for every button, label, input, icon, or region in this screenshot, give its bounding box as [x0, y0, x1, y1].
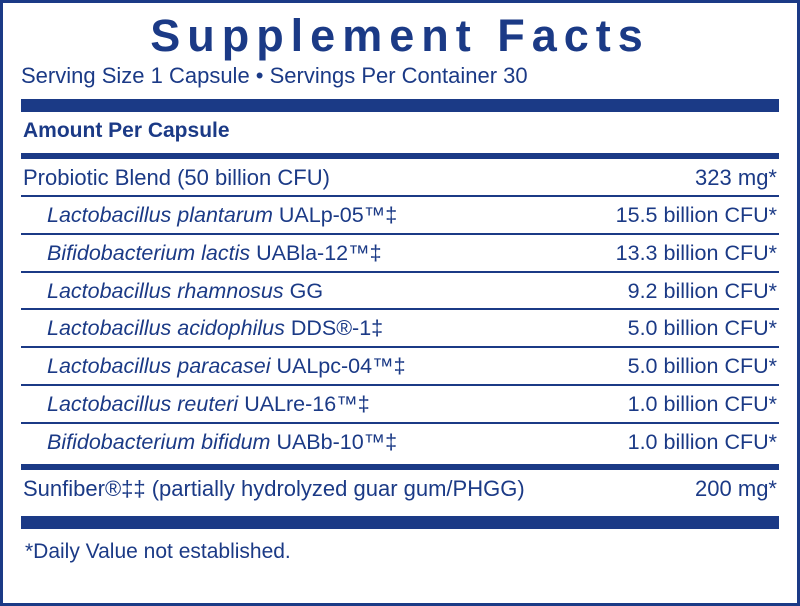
- strain-species: Lactobacillus paracasei: [47, 354, 271, 379]
- table-row: [21, 310, 779, 346]
- nutrient-name: [23, 392, 370, 417]
- nutrient-amount: 5.0 billion CFU*: [627, 316, 777, 341]
- strain-code: UALre-16™‡: [238, 391, 370, 416]
- nutrient-row-sunfiber: [21, 470, 779, 506]
- nutrient-amount: 200 mg*: [695, 476, 777, 502]
- nutrient-amount: 15.5 billion CFU*: [615, 203, 777, 228]
- strain-code: UABb-10™‡: [270, 429, 398, 454]
- page-title: Supplement Facts: [150, 10, 650, 61]
- table-row: [21, 386, 779, 422]
- strain-species: Bifidobacterium lactis: [47, 240, 251, 265]
- strain-species: Lactobacillus rhamnosus: [47, 278, 284, 303]
- table-row: [21, 197, 779, 233]
- amount-per-serving-header: Amount Per Capsule: [23, 118, 230, 142]
- nutrient-name: Sunfiber®‡‡ (partially hydrolyzed guar gum/PHGG): [23, 476, 525, 502]
- divider-thick-top: [21, 99, 779, 112]
- nutrient-name: [23, 316, 383, 341]
- strain-species: Bifidobacterium bifidum: [47, 429, 271, 454]
- nutrient-amount: 323 mg*: [695, 164, 777, 190]
- table-row: [21, 235, 779, 271]
- strain-species: Lactobacillus plantarum: [47, 203, 273, 228]
- strain-species: Lactobacillus reuteri: [47, 391, 239, 416]
- strain-code: UALp-05™‡: [272, 203, 398, 228]
- nutrient-name: [23, 279, 323, 304]
- table-row: [21, 424, 779, 460]
- nutrient-amount: 1.0 billion CFU*: [627, 391, 777, 416]
- nutrient-amount: 1.0 billion CFU*: [627, 429, 777, 454]
- serving-size-line: Serving Size 1 Capsule • Servings Per Container 30: [21, 63, 528, 89]
- strain-species: Lactobacillus acidophilus: [47, 316, 285, 341]
- nutrient-amount: 13.3 billion CFU*: [615, 240, 777, 265]
- strain-code: UALpc-04™‡: [270, 354, 406, 379]
- nutrient-name: [23, 203, 397, 228]
- nutrient-name: Probiotic Blend (50 billion CFU): [23, 164, 330, 190]
- nutrient-name: [23, 430, 397, 455]
- nutrient-name: [23, 354, 406, 379]
- daily-value-footnote: *Daily Value not established.: [25, 539, 291, 563]
- nutrient-name: [23, 241, 382, 266]
- table-row: [21, 348, 779, 384]
- table-row: [21, 273, 779, 309]
- strain-code: GG: [283, 278, 324, 303]
- strain-code: UABla-12™‡: [250, 240, 382, 265]
- nutrient-amount: 9.2 billion CFU*: [627, 278, 777, 303]
- strain-code: DDS®-1‡: [284, 316, 384, 341]
- divider-thick-bottom: [21, 516, 779, 529]
- nutrient-row-blend: [21, 159, 779, 195]
- nutrient-amount: 5.0 billion CFU*: [627, 354, 777, 379]
